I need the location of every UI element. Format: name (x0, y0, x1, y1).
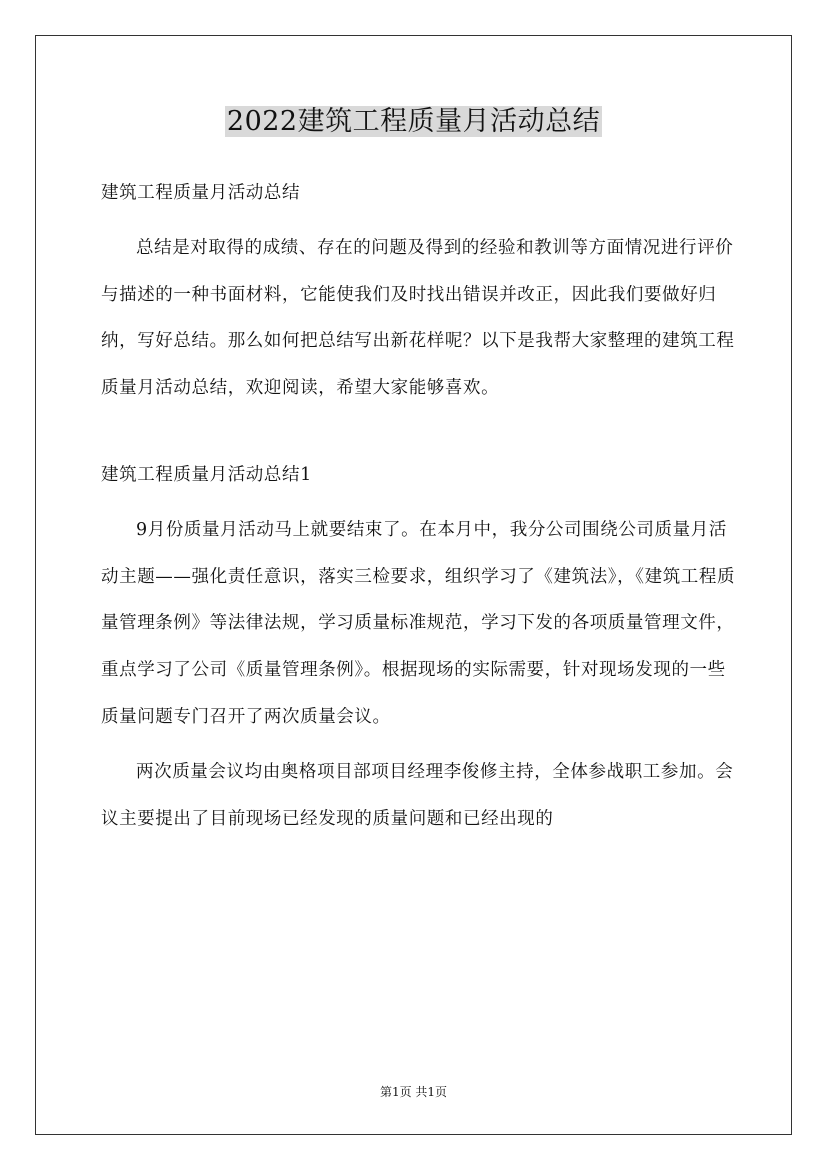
spacer (101, 499, 741, 507)
spacer (101, 741, 741, 749)
document-subtitle: 建筑工程质量月活动总结 (101, 183, 301, 203)
section-paragraph-1: 9月份质量月活动马上就要结束了。在本月中，我分公司围绕公司质量月活动主题——强化责任意识，落实三检要求，组织学习了《建筑法》，《建筑工程质量管理条例》等法律法规，学习质量标准规范，学习下发的各项质量管理文件，重点学习了公司《质量管理条例》。根据现场的实际需要，针对现场发现的一些质量问题专门召开了两次质量会议。 (101, 519, 736, 727)
page-footer: 第1页 共1页 (379, 1085, 448, 1099)
document-title (0, 102, 827, 142)
spacer (101, 217, 741, 225)
section-paragraph-2: 两次质量会议均由奥格项目部项目经理李俊修主持，全体参战职工参加。会议主要提出了目前现场已经发现的质量问题和已经出现的 (101, 761, 734, 829)
document-body (101, 170, 741, 842)
section-heading: 建筑工程质量月活动总结1 (101, 464, 312, 485)
spacer (101, 412, 741, 452)
intro-paragraph: 总结是对取得的成绩、存在的问题及得到的经验和教训等方面情况进行评价与描述的一种书面材料，它能使我们及时找出错误并改正，因此我们要做好归纳，写好总结。那么如何把总结写出新花样呢？以下是我帮大家整理的建筑工程质量月活动总结，欢迎阅读，希望大家能够喜欢。 (101, 237, 735, 399)
document-title-text: 2022建筑工程质量月活动总结 (226, 106, 601, 137)
